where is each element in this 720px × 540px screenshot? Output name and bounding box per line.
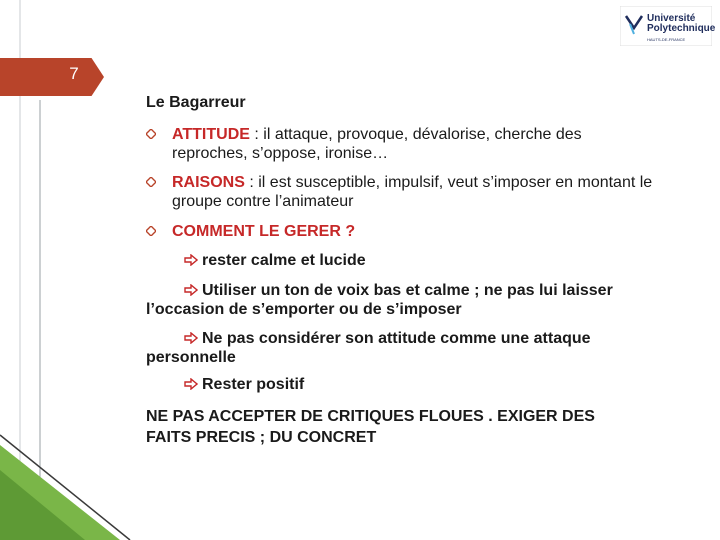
logo-line-2: Polytechnique	[647, 23, 716, 34]
logo-text	[647, 14, 715, 34]
sub-item-2	[146, 281, 666, 319]
arrow-bullet-icon	[184, 284, 198, 296]
arrow-bullet-icon	[184, 254, 198, 266]
sub-item-1	[146, 252, 666, 270]
sub-item-continuation: l’occasion de s’emporter ou de s’imposer	[146, 301, 462, 318]
closing-line-2: FAITS PRECIS ; DU CONCRET	[146, 429, 377, 446]
page-number: 7	[69, 64, 79, 83]
sub-item-3	[146, 329, 666, 367]
closing-line-1: NE PAS ACCEPTER DE CRITIQUES FLOUES . EXIGER DES	[146, 408, 595, 425]
bullet-raisons	[146, 173, 656, 211]
logo-line-1: Université	[647, 13, 696, 24]
comment-gerer-label: COMMENT LE GERER ?	[172, 223, 356, 240]
sub-item-text: Rester positif	[202, 376, 305, 393]
logo-subline: HAUTS-DE-FRANCE	[647, 37, 686, 42]
closing-statement	[146, 406, 666, 448]
raisons-text: : il est susceptible, impulsif, veut s’imposer en montant le groupe contre l’animateur	[172, 174, 653, 210]
diamond-bullet-icon	[146, 129, 156, 139]
sub-item-4	[146, 376, 666, 394]
slide-heading: Le Bagarreur	[146, 94, 246, 111]
arrow-bullet-icon	[184, 332, 198, 344]
diamond-bullet-icon	[146, 226, 156, 236]
diamond-bullet-icon	[146, 177, 156, 187]
bullet-attitude	[146, 125, 656, 163]
sub-item-text: Utiliser un ton de voix bas et calme ; ne pas lui laisser	[202, 282, 613, 299]
arrow-bullet-icon	[184, 378, 198, 390]
attitude-label: ATTITUDE	[172, 126, 250, 143]
attitude-text: : il attaque, provoque, dévalorise, cherche des reproches, s’oppose, ironise…	[172, 126, 582, 162]
sub-item-continuation: personnelle	[146, 349, 236, 366]
sub-item-text: Ne pas considérer son attitude comme une attaque	[202, 330, 591, 347]
raisons-label: RAISONS	[172, 174, 245, 191]
bullet-comment-gerer	[146, 222, 656, 241]
sub-item-text: rester calme et lucide	[202, 252, 366, 269]
